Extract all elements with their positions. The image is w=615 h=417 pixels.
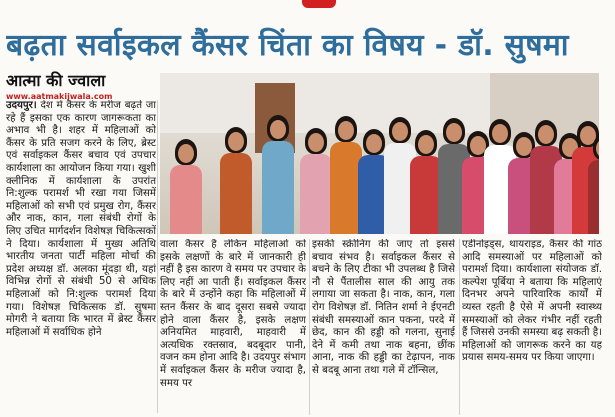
column-4-text: एडीनोइड्स, थायराइड, कैंसर की गांठ आदि समस्याओं पर महिलाओं को परामर्श दिया। कार्यशाला संयोजक डॉ. कल्पेश पूर्बिया ने बताया कि महिलाएं दिनभर अपने पारिवारिक कार्यों में व्यस्त रहती है ऐसे में अपनी स्वास्थ्य समस्याओं को लेकर गंभीर नहीं रहती हैं जिससे उनकी समस्या बढ़ सकती है। महिलाओं को जागरूक करने का यह प्रयास समय-समय पर किया जाएगा। bbox=[462, 239, 602, 364]
person-figure bbox=[218, 127, 254, 234]
person-figure bbox=[586, 134, 599, 234]
column-divider bbox=[459, 239, 460, 415]
column-2-text: वाला कैंसर है लेकिन महिलाओं को इसके लक्षणों के बारे में जानकारी ही नहीं है इस कारण वे समय पर उपचार के लिए नहीं आ पाती हैं। सर्वाइकल कैंसर के बारे में उन्होंने कहा कि महिलाओं में स्तन कैंसर के बाद दूसरा सबसे ज्यादा होने वाला कैंसर है, इसके लक्षण अनियमित माहवारी, माहवारी में अत्यधिक रक्तस्राव, बदबूदार पानी, वजन कम होना आदि है। उदयपुर संभाग में सर्वाइकल कैंसर के मरीज ज्यादा है, समय पर bbox=[160, 239, 306, 389]
group-photo bbox=[160, 73, 599, 234]
article-column-4 bbox=[462, 239, 602, 415]
article-column-2 bbox=[160, 239, 306, 415]
masthead bbox=[6, 71, 156, 103]
person-figure bbox=[260, 115, 296, 234]
article-column-1 bbox=[6, 100, 156, 413]
dateline: उदयपुर। bbox=[6, 100, 37, 111]
red-tab bbox=[302, 0, 336, 8]
publication-name: आत्मा की ज्वाला bbox=[6, 71, 106, 90]
top-strip bbox=[0, 0, 615, 24]
article-column-3 bbox=[312, 239, 455, 415]
column-divider bbox=[157, 100, 158, 413]
publication-url: www.aatmakijwala.com bbox=[6, 92, 113, 101]
headline: बढ़ता सर्वाइकल कैंसर चिंता का विषय - डॉ. सुषमा bbox=[6, 28, 569, 63]
column-3-text: इसकी स्क्रीनिंग की जाए तो इससे बचाव संभव है। सर्वाइकल कैंसर से बचने के लिए टीका भी उपलब्ध है जिसे नौ से पैंतालीस साल की आयु तक लगाया जा सकता है। नाक, कान, गला रोग विशेषज्ञ डॉ. नितिन शर्मा ने ईएनटी संबंधी समस्याओं कान पकना, परदे में छेद, कान की हड्डी को गलना, सुनाई देने में कमी तथा नाक बहना, छींक आना, नाक की हड्डी का टेढ़ापन, नाक से बदबू आना तथा गले में टॉन्सिल, bbox=[312, 239, 455, 376]
person-figure bbox=[168, 139, 204, 234]
column-1-text: देश में कैंसर के मरीज बढ़ते जा रहे हैं इसका एक कारण जागरूकता का अभाव भी है। शहर में महिलाओं को कैंसर के प्रति सजग करने के लिए, ब्रेस्ट एवं सर्वाइकल कैंसर बचाव एवं उपचार कार्यशाला का आयोजन किया गया। खुशी क्लीनिक में कार्यशाला के उपरांत नि:शुल्क परामर्श भी रखा गया जिसमें महिलाओं को सभी एवं प्रमुख रोग, कैंसर और नाक, कान, गला संबंधी रोगों के लिए उचित मार्गदर्शन विशेषज्ञ चिकित्सकों ने दिया। कार्यशाला में मुख्य अतिथि भारतीय जनता पार्टी महिला मोर्चा की प्रदेश अध्यक्ष डॉ. अलका मूंदड़ा थी, यहां विभिन्न रोगों से संबंधी 50 से अधिक महिलाओं को नि:शुल्क परामर्श दिया गया। विशेषज्ञ चिकित्सक डॉ. सुषमा मोगरी ने बताया कि भारत में ब्रेस्ट कैंसर महिलाओं में सर्वाधिक होने bbox=[6, 100, 156, 338]
column-divider bbox=[309, 239, 310, 415]
